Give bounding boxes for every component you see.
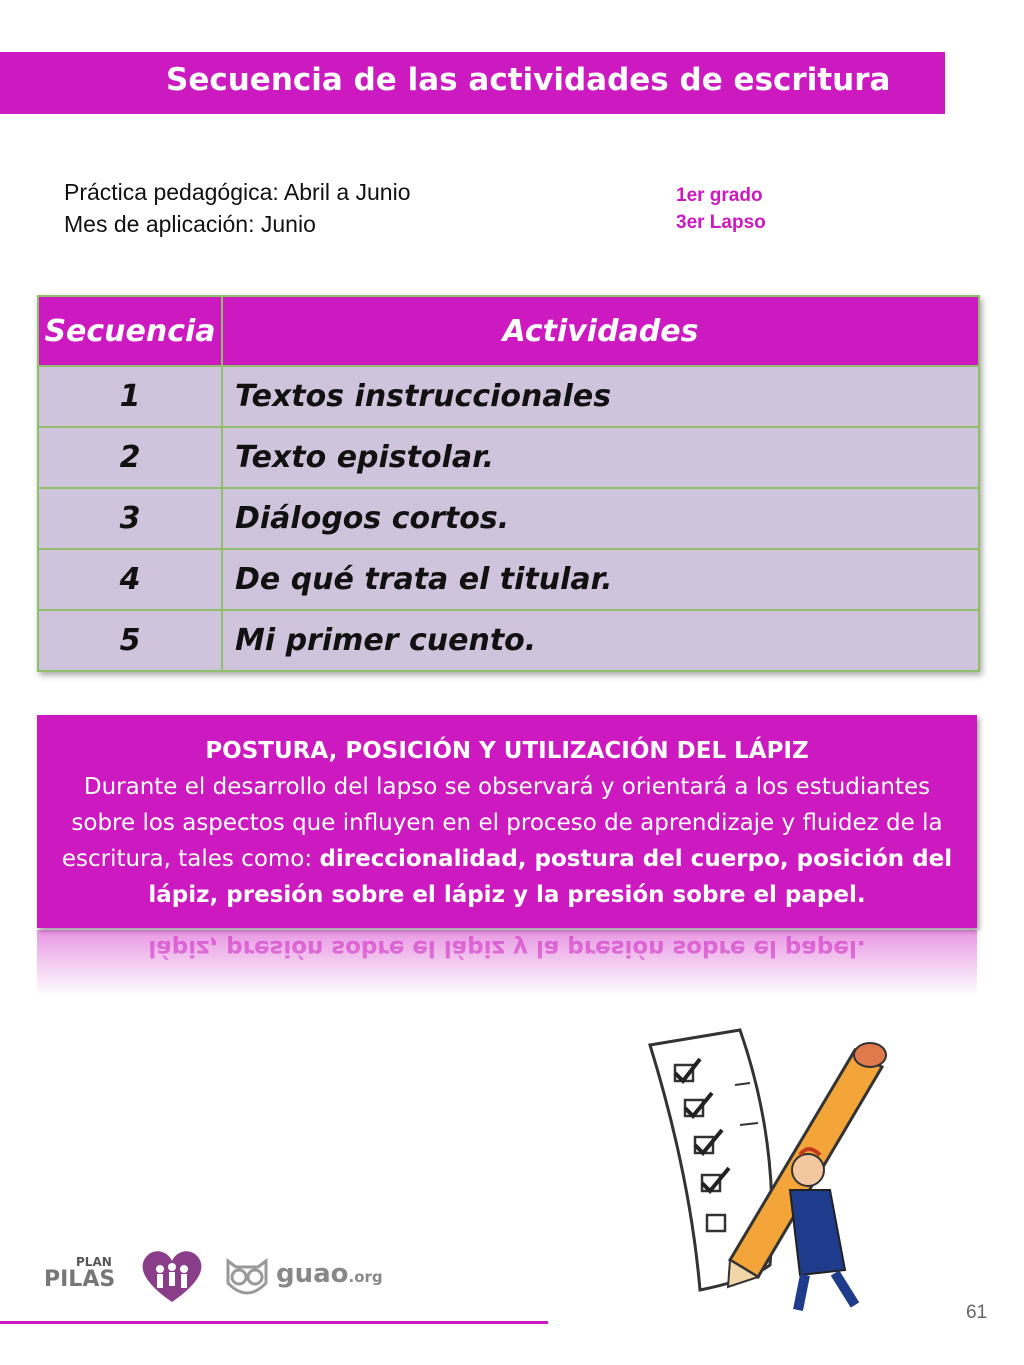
person-legs — [798, 1273, 855, 1310]
grade-info — [676, 182, 766, 236]
lapso-label: 3er Lapso — [676, 212, 766, 233]
pencil-eraser — [854, 1043, 886, 1067]
info-body-plain: Durante el desarrollo del lapso se observará y orientará a los estudiantes sobre los aspectos que influyen en el proceso de aprendizaje y fluidez de la escritura, tales como: — [61, 774, 943, 872]
info-heading: POSTURA, POSICIÓN Y UTILIZACIÓN DEL LÁPIZ — [205, 738, 809, 764]
row-number: 1 — [38, 366, 222, 427]
pilas-text: PILAS — [44, 1267, 116, 1292]
owl-icon — [222, 1253, 272, 1299]
header-secuencia: Secuencia — [38, 296, 222, 366]
plan-pilas-logo — [40, 1245, 130, 1300]
page-title: Secuencia de las actividades de escritura — [166, 62, 891, 98]
guao-text: guao — [276, 1259, 349, 1289]
checklist-pencil-illustration — [630, 1025, 890, 1315]
page-number: 61 — [966, 1302, 988, 1323]
meta-info — [64, 176, 411, 240]
table-header-row — [38, 296, 979, 366]
row-activity: Texto epistolar. — [222, 427, 979, 488]
reflection-text: lápiz, presión sobre el lápiz y la presión sobre el papel. — [148, 935, 866, 961]
table-row — [38, 366, 979, 427]
row-number: 3 — [38, 488, 222, 549]
row-activity: Mi primer cuento. — [222, 610, 979, 671]
fe-y-alegria-heart-icon — [138, 1247, 206, 1305]
row-activity: De qué trata el titular. — [222, 549, 979, 610]
guao-org-text: .org — [348, 1268, 383, 1286]
info-body-bold: direccionalidad, postura del cuerpo, posición del lápiz, presión sobre el lápiz y la presión sobre el papel. — [148, 846, 953, 908]
guao-logo — [276, 1259, 383, 1289]
plan-text: PLAN — [76, 1255, 112, 1269]
info-box-reflection — [37, 930, 977, 996]
info-body — [37, 769, 977, 913]
header-actividades: Actividades — [222, 296, 979, 366]
practice-label: Práctica pedagógica: Abril a Junio — [64, 179, 411, 205]
person-head — [792, 1154, 824, 1186]
row-activity: Textos instruccionales — [222, 366, 979, 427]
table-row — [38, 610, 979, 671]
footer-divider — [0, 1321, 548, 1324]
table-row — [38, 427, 979, 488]
sequence-table — [37, 295, 980, 672]
footer-logos — [40, 1245, 400, 1305]
table-row — [38, 549, 979, 610]
row-activity: Diálogos cortos. — [222, 488, 979, 549]
posture-info-box — [37, 715, 977, 928]
month-label: Mes de aplicación: Junio — [64, 211, 316, 237]
row-number: 5 — [38, 610, 222, 671]
table-row — [38, 488, 979, 549]
grade-label: 1er grado — [676, 185, 763, 206]
person-body — [790, 1190, 845, 1275]
row-number: 2 — [38, 427, 222, 488]
row-number: 4 — [38, 549, 222, 610]
